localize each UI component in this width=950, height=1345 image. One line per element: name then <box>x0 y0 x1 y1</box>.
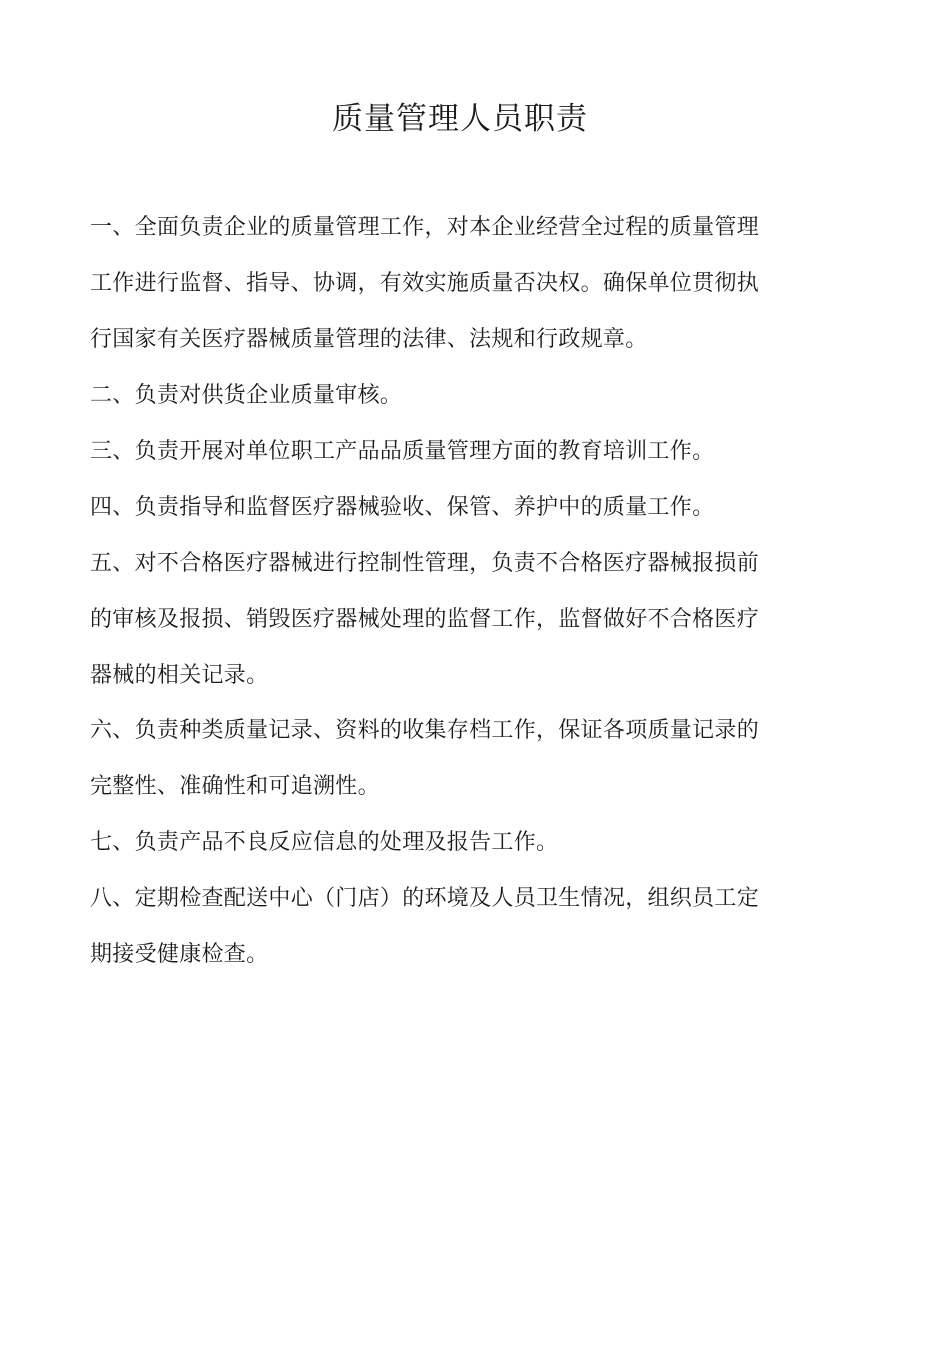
text-line: 五、对不合格医疗器械进行控制性管理，负责不合格医疗器械报损前 <box>90 551 760 576</box>
text-line: 二、负责对供货企业质量审核。 <box>90 383 403 408</box>
text-line: 工作进行监督、指导、协调，有效实施质量否决权。确保单位贯彻执 <box>90 271 760 296</box>
text-line: 行国家有关医疗器械质量管理的法律、法规和行政规章。 <box>90 327 648 352</box>
text-line: 七、负责产品不良反应信息的处理及报告工作。 <box>90 830 559 855</box>
text-line: 六、负责种类质量记录、资料的收集存档工作，保证各项质量记录的 <box>90 718 760 743</box>
text-line: 八、定期检查配送中心（门店）的环境及人员卫生情况，组织员工定 <box>90 886 760 911</box>
text-line: 一、全面负责企业的质量管理工作，对本企业经营全过程的质量管理 <box>90 215 760 240</box>
text-line: 三、负责开展对单位职工产品品质量管理方面的教育培训工作。 <box>90 439 715 464</box>
text-line: 器械的相关记录。 <box>90 663 269 688</box>
text-line: 四、负责指导和监督医疗器械验收、保管、养护中的质量工作。 <box>90 495 715 520</box>
text-line: 期接受健康检查。 <box>90 942 269 967</box>
text-line: 完整性、准确性和可追溯性。 <box>90 774 380 799</box>
text-line: 的审核及报损、销毁医疗器械处理的监督工作，监督做好不合格医疗 <box>90 607 760 632</box>
page-title: 质量管理人员职责 <box>332 101 588 137</box>
